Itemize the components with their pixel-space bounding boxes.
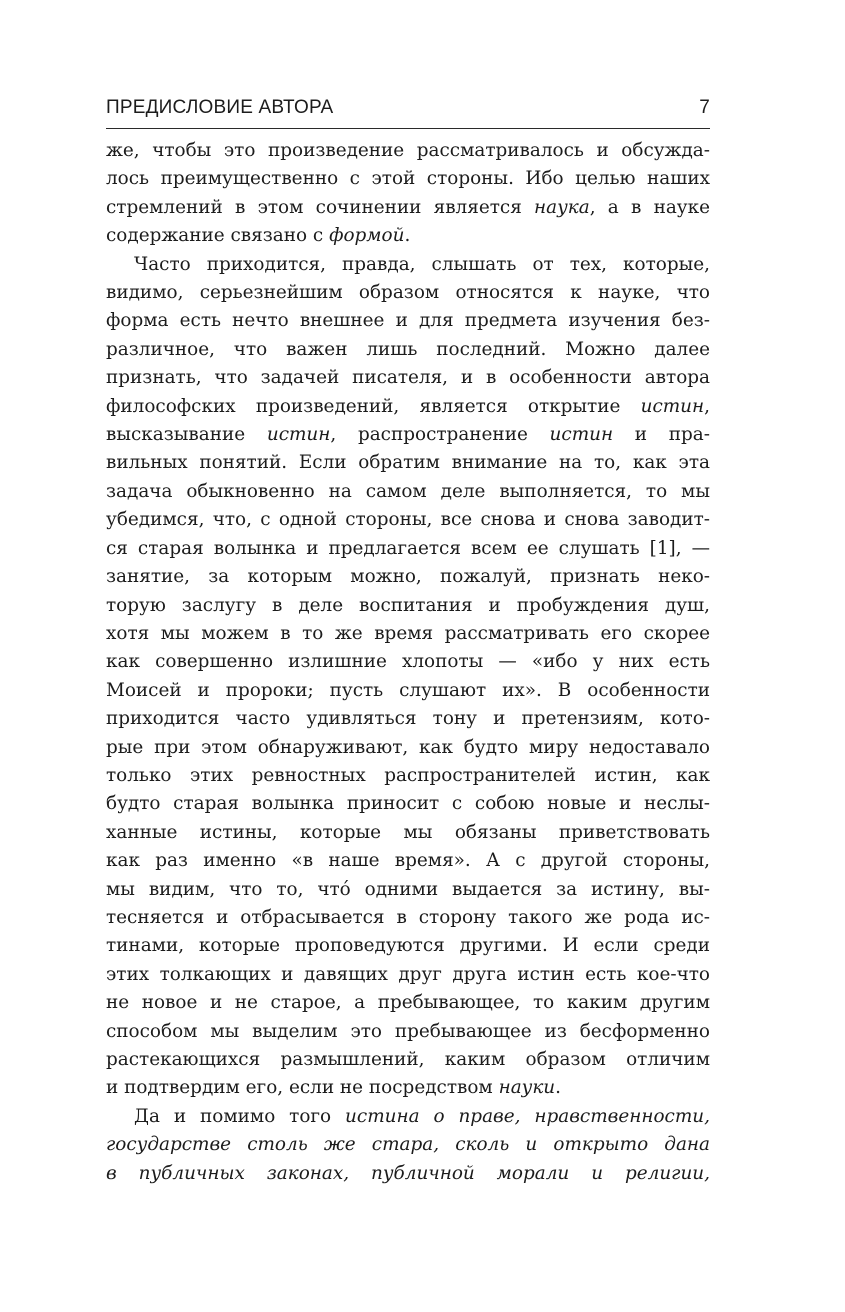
- text-line: [106, 478, 710, 506]
- text-line: [106, 393, 710, 421]
- paragraph-1: [106, 137, 710, 251]
- italic-text: формой: [329, 225, 405, 247]
- text-segment: только этих ревностных распространителей истин, как: [106, 764, 710, 786]
- text-segment: растекающихся размышлений, каким образом отличим: [106, 1049, 710, 1070]
- text-line: [106, 989, 710, 1017]
- text-line: [106, 620, 710, 648]
- text-segment: содержание связано с: [106, 225, 330, 247]
- text-segment: ,: [704, 395, 710, 417]
- page-number: 7: [699, 97, 710, 118]
- text-line: [106, 137, 710, 165]
- text-line: [106, 1103, 710, 1131]
- text-line: [106, 449, 710, 477]
- text-line: [106, 506, 710, 534]
- italic-text: истина о праве, нравственности,: [345, 1105, 710, 1127]
- text-segment: лось преимущественно с этой стороны. Ибо целью наших: [106, 168, 710, 190]
- text-line: [106, 563, 710, 591]
- text-line: [106, 535, 710, 563]
- text-line: [106, 648, 710, 676]
- italic-text: государстве столь же стара, сколь и открыто дана: [106, 1134, 710, 1156]
- paragraph-3: [106, 1103, 710, 1188]
- text-line: [106, 165, 710, 193]
- text-segment: будто старая волынка приносит с собою новые и неслы-: [106, 793, 710, 815]
- text-line: [106, 307, 710, 335]
- text-segment: признать, что задачей писателя, и в особенности автора: [106, 367, 710, 389]
- text-segment: вильных понятий. Если обратим внимание на то, как эта: [106, 452, 710, 474]
- text-segment: и подтвердим его, если не посредством: [106, 1077, 499, 1099]
- text-segment: , распространение: [330, 424, 550, 446]
- text-segment: философских произведений, является открытие: [106, 395, 641, 417]
- text-line: [106, 1160, 710, 1188]
- running-header: [106, 96, 710, 129]
- text-line: [106, 222, 710, 250]
- text-line: [106, 194, 710, 222]
- text-segment: видимо, серьезнейшим образом относятся к науке, что: [106, 282, 710, 304]
- text-line: [106, 961, 710, 989]
- text-line: [106, 847, 710, 875]
- text-line: [106, 364, 710, 392]
- text-line: [106, 904, 710, 932]
- chapter-title: ПРЕДИСЛОВИЕ АВТОРА: [106, 97, 334, 118]
- text-segment: , а в науке: [589, 196, 711, 218]
- text-line: [106, 876, 710, 904]
- text-line: [106, 790, 710, 818]
- book-page: [106, 96, 710, 1188]
- italic-text: истин: [266, 424, 331, 446]
- text-line: [106, 677, 710, 705]
- text-segment: Моисей и пророки; пусть слушают их». В особенности: [106, 679, 710, 701]
- text-segment: тесняется и отбрасывается в сторону такого же рода ис-: [106, 906, 710, 928]
- text-line: [106, 336, 710, 364]
- text-segment: хотя мы можем в то же время рассматривать его скорее: [106, 622, 710, 644]
- italic-text: истин: [549, 424, 614, 446]
- text-segment: этих толкающих и давящих друг друга истин есть кое-что: [106, 963, 710, 985]
- text-line: [106, 819, 710, 847]
- text-segment: ханные истины, которые мы обязаны приветствовать: [106, 821, 710, 843]
- text-segment: мы видим, что то, что́ одними выдается за истину, вы-: [106, 878, 710, 900]
- text-segment: стремлений в этом сочинении является: [106, 196, 535, 218]
- text-segment: занятие, за которым можно, пожалуй, признать неко-: [106, 566, 710, 588]
- paragraph-2: [106, 251, 710, 1103]
- body-text: [106, 137, 710, 1188]
- text-segment: же, чтобы это произведение рассматривалось и обсужда-: [106, 140, 710, 161]
- text-segment: задача обыкновенно на самом деле выполняется, то мы: [106, 480, 710, 502]
- text-line: [106, 734, 710, 762]
- italic-text: наука: [534, 196, 590, 218]
- text-segment: Часто приходится, правда, слышать от тех, которые,: [134, 253, 710, 275]
- text-segment: тинами, которые проповедуются другими. И если среди: [106, 935, 710, 957]
- text-segment: .: [404, 225, 411, 247]
- text-segment: и пра-: [613, 424, 710, 446]
- text-segment: не новое и не старое, а пребывающее, то каким другим: [106, 992, 710, 1014]
- text-segment: форма есть нечто внешнее и для предмета изучения без-: [106, 310, 710, 332]
- text-line: [106, 705, 710, 733]
- text-segment: убедимся, что, с одной стороны, все снова и снова заводит-: [106, 509, 710, 531]
- text-line: [106, 421, 710, 449]
- text-line: [106, 1046, 710, 1074]
- italic-text: науки: [498, 1077, 556, 1099]
- text-segment: различное, что важен лишь последний. Можно далее: [106, 338, 710, 360]
- text-segment: приходится часто удивляться тону и претензиям, кото-: [106, 708, 710, 730]
- text-segment: способом мы выделим это пребывающее из бесформенно: [106, 1020, 710, 1042]
- text-segment: как раз именно «в наше время». А с другой стороны,: [106, 850, 710, 872]
- text-line: [106, 1018, 710, 1046]
- text-line: [106, 251, 710, 279]
- text-line: [106, 592, 710, 620]
- text-segment: Да и помимо того: [134, 1105, 346, 1127]
- text-line: [106, 932, 710, 960]
- text-line: [106, 762, 710, 790]
- text-line: [106, 1074, 710, 1102]
- text-line: [106, 279, 710, 307]
- text-line: [106, 1131, 710, 1159]
- text-segment: высказывание: [106, 424, 267, 446]
- text-segment: торую заслугу в деле воспитания и пробуждения душ,: [106, 594, 710, 616]
- text-segment: рые при этом обнаруживают, как будто миру недоставало: [106, 736, 710, 758]
- italic-text: в публичных законах, публичной морали и религии,: [106, 1162, 710, 1184]
- text-segment: как совершенно излишние хлопоты — «ибо у них есть: [106, 651, 710, 673]
- italic-text: истин: [640, 395, 705, 417]
- text-segment: ся старая волынка и предлагается всем ее слушать [1], —: [106, 537, 710, 559]
- text-segment: .: [555, 1077, 562, 1099]
